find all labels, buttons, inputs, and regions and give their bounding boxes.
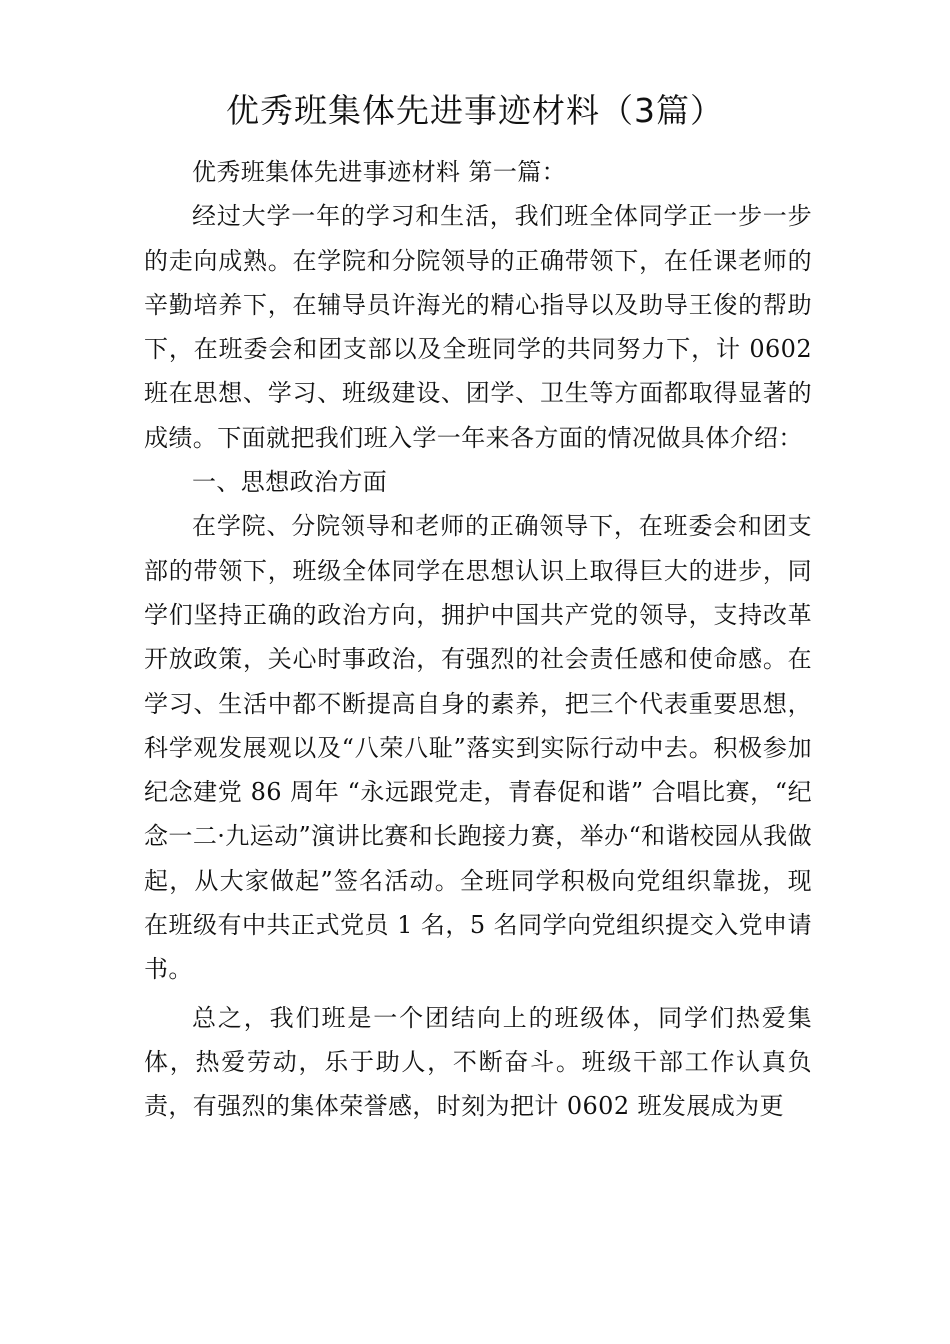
paragraph-politics: 在学院、分院领导和老师的正确领导下，在班委会和团支部的带领下，班级全体同学在思想认识上取得巨大的进步，同学们坚持正确的政治方向，拥护中国共产党的领导，支持改革开放政策，关心时事政治，有强烈的社会责任感和使命感。在学习、生活中都不断提高自身的素养，把三个代表重要思想，科学观发展观以及“八荣八耻”落实到实际行动中去。积极参加纪念建党 86 周年 “永远跟党走，青春促和谐” 合唱比赛，“纪念一二·九运动”演讲比赛和长跑接力赛，举办“和谐校园从我做起，从大家做起”签名活动。全班同学积极向党组织靠拢，现在班级有中共正式党员 1 名，5 名同学向党组织提交入党申请书。 xyxy=(144,512,812,984)
document-title: 优秀班集体先进事迹材料（3篇） xyxy=(226,91,724,130)
document-body xyxy=(144,150,812,1129)
section-heading: 一、思想政治方面 xyxy=(192,468,388,497)
paragraph-intro: 经过大学一年的学习和生活，我们班全体同学正一步一步的走向成熟。在学院和分院领导的正确带领下，在任课老师的辛勤培养下，在辅导员许海光的精心指导以及助导王俊的帮助下，在班委会和团支部以及全班同学的共同努力下，计 0602 班在思想、学习、班级建设、团学、卫生等方面都取得显著的成绩。下面就把我们班入学一年来各方面的情况做具体介绍： xyxy=(144,202,812,452)
paragraph-summary: 总之，我们班是一个团结向上的班级体，同学们热爱集体，热爱劳动，乐于助人，不断奋斗。班级干部工作认真负责，有强烈的集体荣誉感，时刻为把计 0602 班发展成为更 xyxy=(144,1003,812,1121)
section-heading: 优秀班集体先进事迹材料 第一篇： xyxy=(192,158,567,186)
